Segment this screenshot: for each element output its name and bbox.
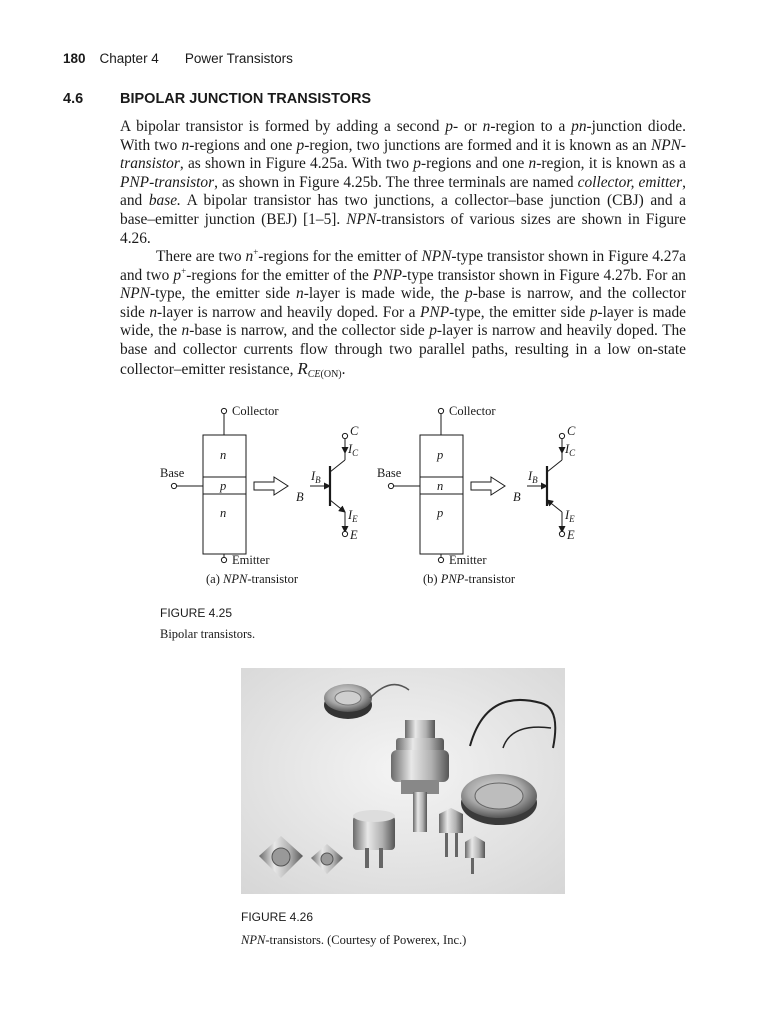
figure-4-25-label: FIGURE 4.25: [160, 606, 233, 620]
body-paragraph-1: A bipolar transistor is formed by adding a second p- or n-region to a pn-junction diode. With two n-regions and one p-region, two junctions are formed and it is known as an NPN-transistor, as shown in Figure 4.25a. With two p-regions and one n-region, it is known as a PNP-transistor, as shown in Figure 4.25b. The three terminals are named collector, emitter, and base. A bipolar transistor has two junctions, a collector–base junction (CBJ) and a base–emitter junction (BEJ) [1–5]. NPN-transistors of various sizes are shown in Figure 4.26.: [120, 118, 687, 247]
layer-bottom: n: [220, 506, 227, 520]
section-number: 4.6: [63, 91, 84, 107]
ib-label-subscript: B: [315, 475, 321, 485]
section-heading: [63, 91, 372, 107]
symbol-collector-terminal: [342, 433, 347, 438]
ie-label: $I_E$: [565, 508, 575, 524]
symbol-collector-label: C: [567, 424, 576, 438]
symbol-base-label: B: [296, 490, 304, 504]
chapter-title: Power Transistors: [184, 51, 293, 66]
panel-caption-suffix: -transistor: [464, 572, 515, 586]
panel-caption-type: PNP: [440, 572, 465, 586]
ic-label: $I_C$: [348, 442, 359, 458]
symbol-emitter-terminal: [559, 531, 564, 536]
body-paragraph-2: There are two n+-regions for the emitter of NPN-type transistor shown in Figure 4.27a and two p+-regions for the emitter of the PNP-type transistor shown in Figure 4.27b. For an NPN-type, the emitter side n-layer is made wide, the p-base is narrow, and the collector side n-layer is narrow and heavily doped. For a PNP-type, the emitter side p-layer is made wide, the n-base is narrow, and the collector side p-layer is narrow and heavily doped. The base and collector currents flow through two parallel paths, resulting in a low on-state collector–emitter resistance, $R_{CE(ON)}$.: [120, 247, 687, 380]
ie-label: $I_E$: [348, 508, 358, 524]
figure-4-26-caption: [241, 933, 466, 948]
chapter-label: Chapter 4: [99, 51, 159, 66]
pnp-panel: [377, 404, 576, 586]
ib-label: $I_B$: [311, 469, 321, 485]
figure-4-26-caption-rest: -transistors. (Courtesy of Powerex, Inc.): [265, 933, 467, 947]
panel-caption-suffix: -transistor: [247, 572, 298, 586]
ie-label-subscript: E: [352, 514, 358, 524]
page-number: 180: [63, 51, 86, 66]
layer-bottom: p: [437, 506, 444, 520]
emitter-terminal: [221, 557, 226, 562]
figure-4-26-caption-em: NPN: [241, 933, 266, 947]
figure-4-25-diagram: [150, 400, 590, 590]
symbol-base-label: B: [513, 490, 521, 504]
ib-label: $I_B$: [528, 469, 538, 485]
ie-label-subscript: E: [569, 514, 575, 524]
ic-label-subscript: C: [569, 448, 576, 458]
symbol-collector-terminal: [559, 433, 564, 438]
emitter-label: Emitter: [449, 553, 487, 567]
symbol-emitter-terminal: [342, 531, 347, 536]
layer-top: n: [220, 448, 227, 462]
transistor-photo: [241, 668, 565, 894]
base-label: Base: [160, 466, 185, 480]
panel-caption: [206, 572, 299, 586]
emitter-terminal: [438, 557, 443, 562]
panel-caption: [423, 572, 516, 586]
emitter-label: Emitter: [232, 553, 270, 567]
layer-top: p: [437, 448, 444, 462]
base-label: Base: [377, 466, 402, 480]
ic-label-subscript: C: [352, 448, 359, 458]
collector-diagonal: [547, 460, 562, 472]
emitter-diagonal: [330, 500, 345, 512]
layer-middle: n: [437, 479, 444, 493]
panel-caption-prefix: (b): [423, 572, 441, 586]
base-terminal: [388, 483, 393, 488]
figure-4-25-caption: Bipolar transistors.: [160, 627, 256, 641]
symbol-collector-label: C: [350, 424, 359, 438]
emitter-diagonal: [547, 500, 562, 512]
collector-terminal: [438, 408, 443, 413]
collector-label: Collector: [449, 404, 496, 418]
conversion-arrow: [254, 477, 288, 495]
base-terminal: [171, 483, 176, 488]
ib-label-subscript: B: [532, 475, 538, 485]
figure-4-26-label: FIGURE 4.26: [241, 910, 314, 924]
collector-label: Collector: [232, 404, 279, 418]
ic-label: $I_C$: [565, 442, 576, 458]
panel-caption-type: NPN: [223, 572, 248, 586]
section-title: BIPOLAR JUNCTION TRANSISTORS: [120, 91, 372, 107]
running-head: [63, 51, 293, 66]
symbol-emitter-label: E: [350, 528, 358, 542]
panel-caption-prefix: (a): [206, 572, 223, 586]
collector-terminal: [221, 408, 226, 413]
layer-middle: p: [220, 479, 227, 493]
npn-panel: [160, 404, 359, 586]
collector-diagonal: [330, 460, 345, 472]
conversion-arrow: [471, 477, 505, 495]
symbol-emitter-label: E: [567, 528, 575, 542]
